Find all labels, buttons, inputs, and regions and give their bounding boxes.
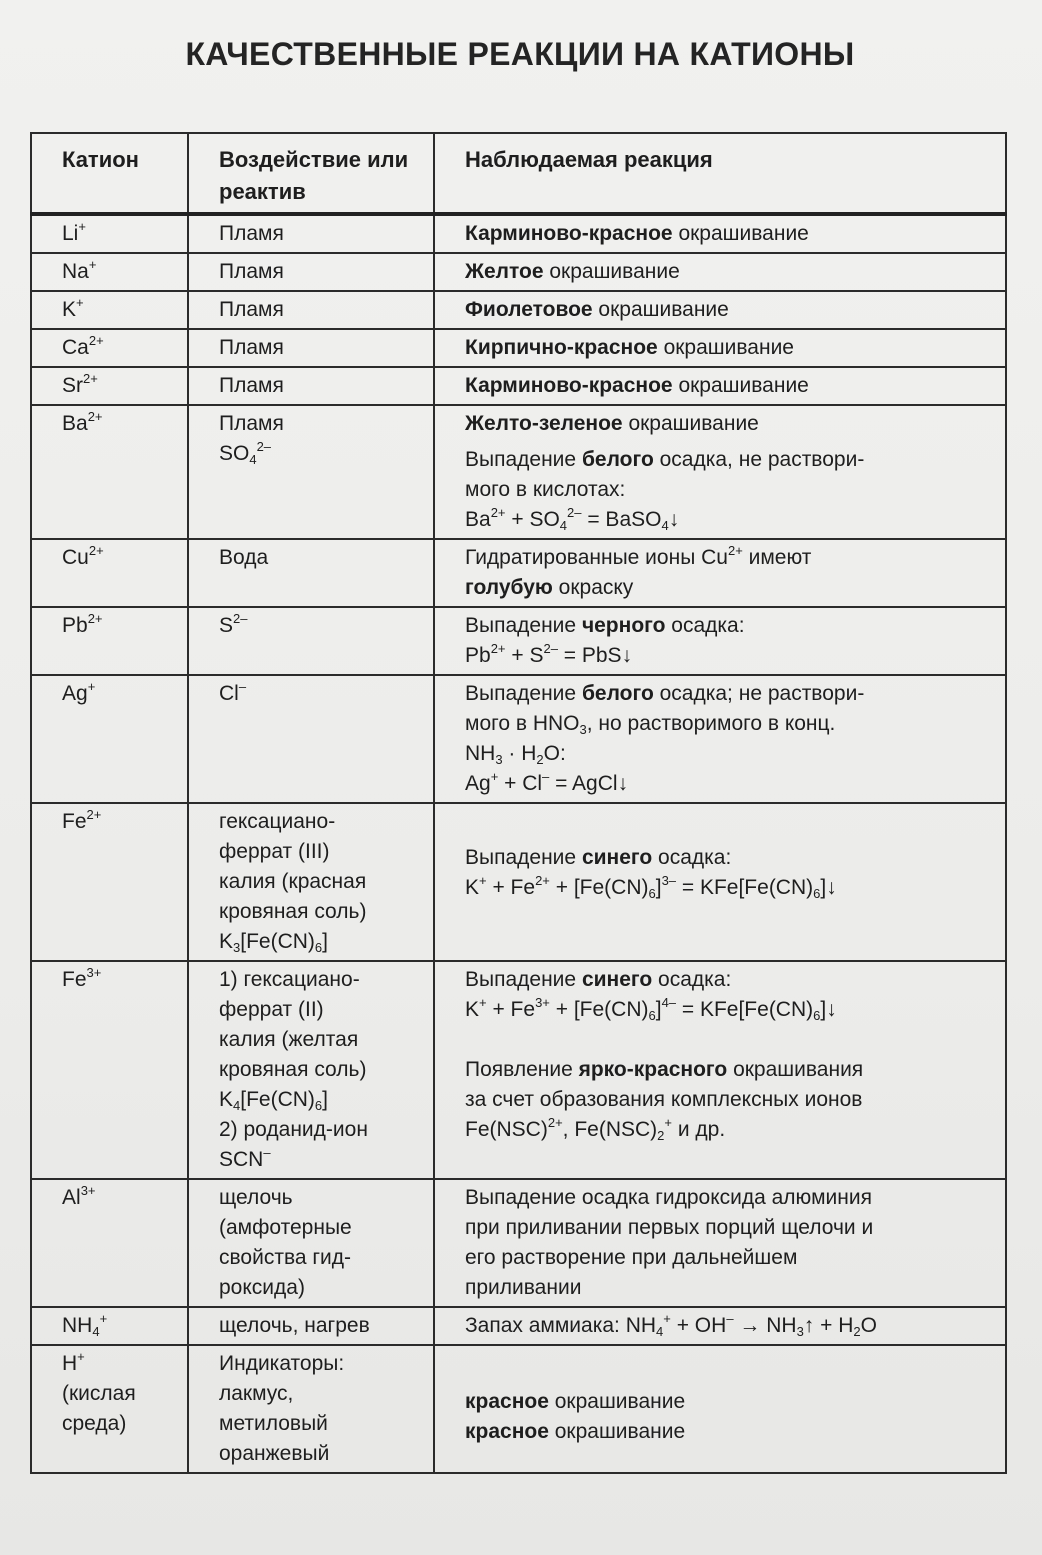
formula-part: [Fe(CN) [240, 1088, 315, 1111]
precipitate-arrow-icon: ↓ [668, 508, 680, 531]
reaction-bold: Желто-зеленое [465, 412, 623, 435]
reaction-text: окрашивание [592, 298, 729, 321]
cation-cell [31, 253, 188, 291]
cation-charge: 2+ [88, 333, 104, 348]
precipitate-arrow-icon: ↓ [826, 998, 837, 1021]
reagent-cell: Пламя [188, 329, 434, 367]
eq-sup: + [664, 1115, 672, 1130]
formula-sup: – [238, 679, 247, 694]
reaction-bold: Карминово-красное [465, 222, 673, 245]
reagent-line: гексациано- [219, 810, 336, 833]
cation-cell [31, 675, 188, 803]
cation-charge: + [78, 219, 86, 234]
eq-part: + S [505, 644, 544, 667]
cation-cell [31, 1307, 188, 1345]
reaction-text: Гидратированные ионы Cu [465, 546, 728, 569]
formula-sup: 2– [256, 439, 272, 454]
reaction-bold: белого [581, 682, 654, 705]
cation-charge: 3+ [86, 965, 102, 980]
reaction-cell [434, 607, 1006, 675]
reaction-text: окрашивание [548, 1420, 686, 1443]
eq-sub: 4 [559, 518, 568, 533]
table-row [31, 291, 1006, 329]
reaction-bold: синего [581, 846, 653, 869]
reaction-cell [434, 961, 1006, 1179]
reaction-bold: черного [581, 614, 666, 637]
reaction-cell [434, 253, 1006, 291]
formula-sub: 6 [314, 940, 323, 955]
reagent-formula [219, 927, 433, 957]
table-row [31, 253, 1006, 291]
cation-symbol: Li [62, 222, 79, 245]
eq-part: и др. [672, 1118, 726, 1141]
reaction-cell [434, 367, 1006, 405]
cation-cell [31, 1179, 188, 1307]
reagent-line: Пламя [219, 412, 284, 435]
eq-part: ] [820, 876, 827, 899]
reagent-line: калия (красная [219, 870, 367, 893]
formula-sup: 2– [233, 611, 248, 626]
reaction-text: мого в HNO [465, 712, 580, 735]
cations-table [30, 132, 1007, 1474]
eq-part: ] [820, 998, 827, 1021]
reagent-cell [188, 803, 434, 961]
reaction-text: окрашивание [548, 1390, 686, 1413]
reagent-line: кровяная соль) [219, 900, 367, 923]
reagent-line: феррат (II) [219, 998, 324, 1021]
reaction-text: окрашивание [672, 374, 809, 397]
reaction-text: окрашивание [543, 260, 680, 283]
cation-formula [62, 1349, 187, 1379]
reaction-text: Появление [465, 1058, 579, 1081]
reagent-cell: Пламя [188, 253, 434, 291]
reaction-line: его растворение при дальнейшем [465, 1246, 798, 1269]
reaction-line [465, 409, 1005, 439]
cation-symbol: H [62, 1352, 78, 1375]
cation-symbol: Na [62, 260, 89, 283]
reaction-text: имеют [742, 546, 812, 569]
eq-sup: 4– [661, 995, 677, 1010]
reagent-line: кровяная соль) [219, 1058, 367, 1081]
reagent-line: роксида) [219, 1276, 305, 1299]
eq-part: SO [529, 508, 560, 531]
reaction-text: Выпадение [465, 614, 582, 637]
reaction-bold: синего [581, 968, 653, 991]
reaction-line: приливании [465, 1276, 582, 1299]
cation-charge: 3+ [80, 1183, 96, 1198]
eq-sub: 3 [796, 1324, 804, 1339]
header-row [31, 133, 1006, 214]
formula-sub: 6 [314, 1098, 323, 1113]
eq-part: NH [766, 1314, 797, 1337]
eq-part: Ag [465, 772, 491, 795]
reaction-equation [465, 873, 1005, 903]
formula-part: ] [322, 930, 328, 953]
eq-sub: 3 [579, 722, 587, 737]
precipitate-arrow-icon: ↓ [621, 644, 633, 667]
eq-sup: + [663, 1311, 671, 1326]
cation-symbol: Pb [62, 614, 88, 637]
reaction-bold: ярко-красного [578, 1058, 728, 1081]
reagent-line: Индикаторы: [219, 1352, 345, 1375]
table-row [31, 1345, 1006, 1473]
eq-sup: 2+ [490, 505, 506, 520]
eq-part: = KFe[Fe(CN) [676, 998, 814, 1021]
table-row [31, 675, 1006, 803]
reaction-bold: красное [465, 1420, 549, 1443]
eq-part: = KFe[Fe(CN) [676, 876, 814, 899]
table-row [31, 329, 1006, 367]
reaction-cell [434, 214, 1006, 253]
reagent-formula: Cl [219, 682, 239, 705]
formula-sub: 4 [233, 1098, 241, 1113]
reaction-line [465, 1055, 1005, 1085]
reaction-cell [434, 291, 1006, 329]
reaction-line [465, 739, 1005, 769]
reaction-line [465, 573, 1005, 603]
eq-part: O: [543, 742, 566, 765]
eq-sup: 3– [661, 873, 677, 888]
reagent-line: феррат (III) [219, 840, 330, 863]
precipitate-arrow-icon: ↓ [617, 772, 629, 795]
reaction-line [465, 1387, 1005, 1417]
reagent-formula [219, 439, 433, 469]
reaction-text: окрашивание [622, 412, 759, 435]
eq-part: O [860, 1314, 877, 1337]
eq-sup: 2+ [727, 543, 743, 558]
reaction-text: Выпадение [465, 968, 582, 991]
eq-sub: 2 [536, 752, 544, 767]
reaction-bold: голубую [465, 576, 553, 599]
eq-sub: 4 [661, 518, 669, 533]
table-row [31, 961, 1006, 1179]
reaction-line [465, 445, 1005, 475]
reaction-line [465, 709, 1005, 739]
reaction-text: осадка, не раствори- [653, 448, 865, 471]
reagent-line: лакмус, [219, 1382, 294, 1405]
cation-charge: + [76, 295, 84, 310]
cation-symbol: Sr [62, 374, 83, 397]
cation-symbol: Ag [62, 682, 88, 705]
eq-sub: 4 [656, 1324, 664, 1339]
formula-part: SCN [219, 1148, 264, 1171]
reagent-line: 2) роданид-ион [219, 1118, 368, 1141]
eq-part: + H [814, 1314, 854, 1337]
reaction-line: мого в кислотах: [465, 478, 626, 501]
eq-sup: – [726, 1311, 734, 1326]
reaction-text: Выпадение [465, 682, 582, 705]
table-row [31, 607, 1006, 675]
reaction-line: Выпадение осадка гидроксида алюминия [465, 1186, 872, 1209]
eq-sup: 2+ [547, 1115, 563, 1130]
formula-sup: – [263, 1145, 271, 1160]
reagent-cell: Пламя [188, 367, 434, 405]
reaction-text: окрашивания [727, 1058, 864, 1081]
formula-part: K [219, 930, 234, 953]
cation-symbol: NH [62, 1314, 93, 1337]
reagent-cell [188, 607, 434, 675]
reagent-line: (амфотерные [219, 1216, 352, 1239]
eq-part: + OH [670, 1314, 727, 1337]
reagent-line: калия (желтая [219, 1028, 359, 1051]
formula-sub: 3 [233, 940, 241, 955]
header-reagent-line2: или реактив [219, 147, 409, 204]
cation-note: (кислая [62, 1382, 136, 1405]
reagent-cell: щелочь, нагрев [188, 1307, 434, 1345]
reagent-cell: Вода [188, 539, 434, 607]
eq-sub: 6 [648, 886, 656, 901]
reaction-cell [434, 1179, 1006, 1307]
eq-part: + [Fe(CN) [549, 876, 649, 899]
formula-part: SO [219, 442, 250, 465]
eq-sub: 6 [813, 886, 821, 901]
reaction-bold: Желтое [465, 260, 544, 283]
eq-sup: 2+ [490, 641, 506, 656]
cation-cell [31, 405, 188, 539]
formula-sub: 4 [249, 452, 257, 467]
precipitate-arrow-icon: ↓ [826, 876, 837, 899]
eq-part: K [465, 998, 480, 1021]
reaction-text: окрашивание [657, 336, 794, 359]
eq-part: + [Fe(CN) [549, 998, 649, 1021]
table-row [31, 539, 1006, 607]
header-cation: Катион [31, 133, 188, 214]
reaction-text: осадка; не раствори- [653, 682, 865, 705]
reaction-text: окрашивание [672, 222, 809, 245]
cation-sub: 4 [92, 1324, 100, 1339]
table-row [31, 803, 1006, 961]
formula-part: K [219, 1088, 234, 1111]
reaction-text: Выпадение [465, 448, 582, 471]
eq-part: Fe(NSC) [465, 1118, 548, 1141]
eq-part: + [505, 508, 530, 531]
reaction-text: , но растворимого в конц. [586, 712, 836, 735]
reagent-cell [188, 675, 434, 803]
reagent-cell [188, 961, 434, 1179]
eq-sub: 2 [657, 1128, 665, 1143]
reaction-bold: белого [581, 448, 654, 471]
reaction-text: окраску [552, 576, 634, 599]
eq-sub: 6 [813, 1008, 821, 1023]
cation-cell [31, 961, 188, 1179]
reagent-formula [219, 1145, 433, 1175]
header-reagent [188, 133, 434, 214]
reaction-cell [434, 1345, 1006, 1473]
table-row [31, 367, 1006, 405]
eq-part: + Fe [486, 998, 536, 1021]
page-title: КАЧЕСТВЕННЫЕ РЕАКЦИИ НА КАТИОНЫ [185, 36, 855, 72]
eq-sub: 2 [853, 1324, 861, 1339]
header-reagent-line1: Воздействие [219, 147, 361, 172]
reagent-line: 1) гексациано- [219, 968, 360, 991]
eq-part: · H [502, 742, 537, 765]
cation-charge: + [88, 257, 97, 272]
cation-cell [31, 607, 188, 675]
eq-part: + Cl [498, 772, 543, 795]
header-reaction: Наблюдаемая реакция [434, 133, 1006, 214]
reaction-line: за счет образования комплексных ионов [465, 1088, 863, 1111]
eq-part: + Fe [486, 876, 536, 899]
eq-sub: 3 [495, 752, 503, 767]
eq-part: ] [655, 998, 662, 1021]
cation-charge: 2+ [83, 371, 98, 386]
reagent-line: щелочь [219, 1186, 293, 1209]
eq-part: NH [465, 742, 496, 765]
table-row [31, 405, 1006, 539]
cation-cell [31, 539, 188, 607]
reaction-bold: красное [465, 1390, 549, 1413]
reaction-text: Выпадение [465, 846, 582, 869]
eq-sup: + [479, 873, 487, 888]
cation-cell [31, 803, 188, 961]
reaction-arrow-icon: → [733, 1314, 767, 1337]
reaction-text: осадка: [652, 968, 732, 991]
eq-sup: 2– [543, 641, 558, 656]
formula-part: ] [322, 1088, 328, 1111]
reaction-bold: Карминово-красное [465, 374, 673, 397]
reaction-text: Запах аммиака: NH [465, 1314, 657, 1337]
reagent-formula: S [219, 614, 234, 637]
cation-symbol: Fe [62, 968, 87, 991]
reagent-cell [188, 1345, 434, 1473]
gas-arrow-icon: ↑ [803, 1314, 815, 1337]
formula-part: [Fe(CN) [240, 930, 315, 953]
reaction-equation [465, 995, 1005, 1025]
reaction-line [465, 543, 1005, 573]
reaction-line [465, 1115, 1005, 1145]
reaction-equation [465, 505, 1005, 535]
cation-note: среда) [62, 1412, 127, 1435]
eq-part: , Fe(NSC) [562, 1118, 658, 1141]
cation-charge: + [99, 1311, 108, 1326]
reaction-cell [434, 675, 1006, 803]
cation-cell [31, 329, 188, 367]
eq-sup: 3+ [535, 995, 550, 1010]
eq-sup: + [490, 769, 499, 784]
eq-part: = PbS [557, 644, 622, 667]
cation-charge: 2+ [87, 409, 103, 424]
reaction-line [465, 679, 1005, 709]
reaction-cell [434, 405, 1006, 539]
eq-part: Ba [465, 508, 491, 531]
cation-symbol: Cu [62, 546, 89, 569]
eq-sup: 2– [567, 505, 582, 520]
cation-symbol: K [62, 298, 77, 321]
eq-part: = BaSO [581, 508, 662, 531]
eq-sub: 6 [648, 1008, 656, 1023]
cation-symbol: Al [62, 1186, 81, 1209]
eq-part: = AgCl [549, 772, 618, 795]
reagent-line: метиловый [219, 1412, 328, 1435]
reagent-cell: Пламя [188, 214, 434, 253]
reaction-bold: Фиолетовое [465, 298, 593, 321]
reaction-line [465, 1417, 1005, 1447]
eq-sup: + [479, 995, 487, 1010]
eq-part: Pb [465, 644, 491, 667]
table-row [31, 214, 1006, 253]
cation-symbol: Fe [62, 810, 87, 833]
cation-cell [31, 214, 188, 253]
eq-part: ] [655, 876, 662, 899]
cation-charge: 2+ [88, 543, 104, 558]
reaction-text: осадка: [665, 614, 745, 637]
reagent-formula [219, 1085, 433, 1115]
cation-charge: + [87, 679, 96, 694]
reaction-equation [465, 769, 1005, 799]
reagent-cell: Пламя [188, 291, 434, 329]
cation-cell [31, 291, 188, 329]
reagent-line: оранжевый [219, 1442, 330, 1465]
eq-sup: – [542, 769, 550, 784]
cation-cell [31, 1345, 188, 1473]
cation-charge: 2+ [87, 611, 103, 626]
reaction-cell [434, 539, 1006, 607]
reaction-cell [434, 803, 1006, 961]
cation-cell [31, 367, 188, 405]
reagent-cell [188, 1179, 434, 1307]
reaction-line: при приливании первых порций щелочи и [465, 1216, 874, 1239]
eq-sup: 2+ [535, 873, 550, 888]
reaction-line [465, 843, 1005, 873]
reaction-cell [434, 1307, 1006, 1345]
reagent-cell [188, 405, 434, 539]
reaction-line [465, 965, 1005, 995]
cation-charge: 2+ [86, 807, 102, 822]
table-row [31, 1179, 1006, 1307]
reagent-line: свойства гид- [219, 1246, 352, 1269]
reaction-cell [434, 329, 1006, 367]
table-row [31, 1307, 1006, 1345]
cation-symbol: Ca [62, 336, 89, 359]
reaction-text: осадка: [652, 846, 732, 869]
eq-part: K [465, 876, 480, 899]
reaction-line [465, 611, 1005, 641]
reaction-bold: Кирпично-красное [465, 336, 658, 359]
cation-charge: + [77, 1349, 85, 1364]
cation-symbol: Ba [62, 412, 88, 435]
reaction-equation [465, 641, 1005, 671]
